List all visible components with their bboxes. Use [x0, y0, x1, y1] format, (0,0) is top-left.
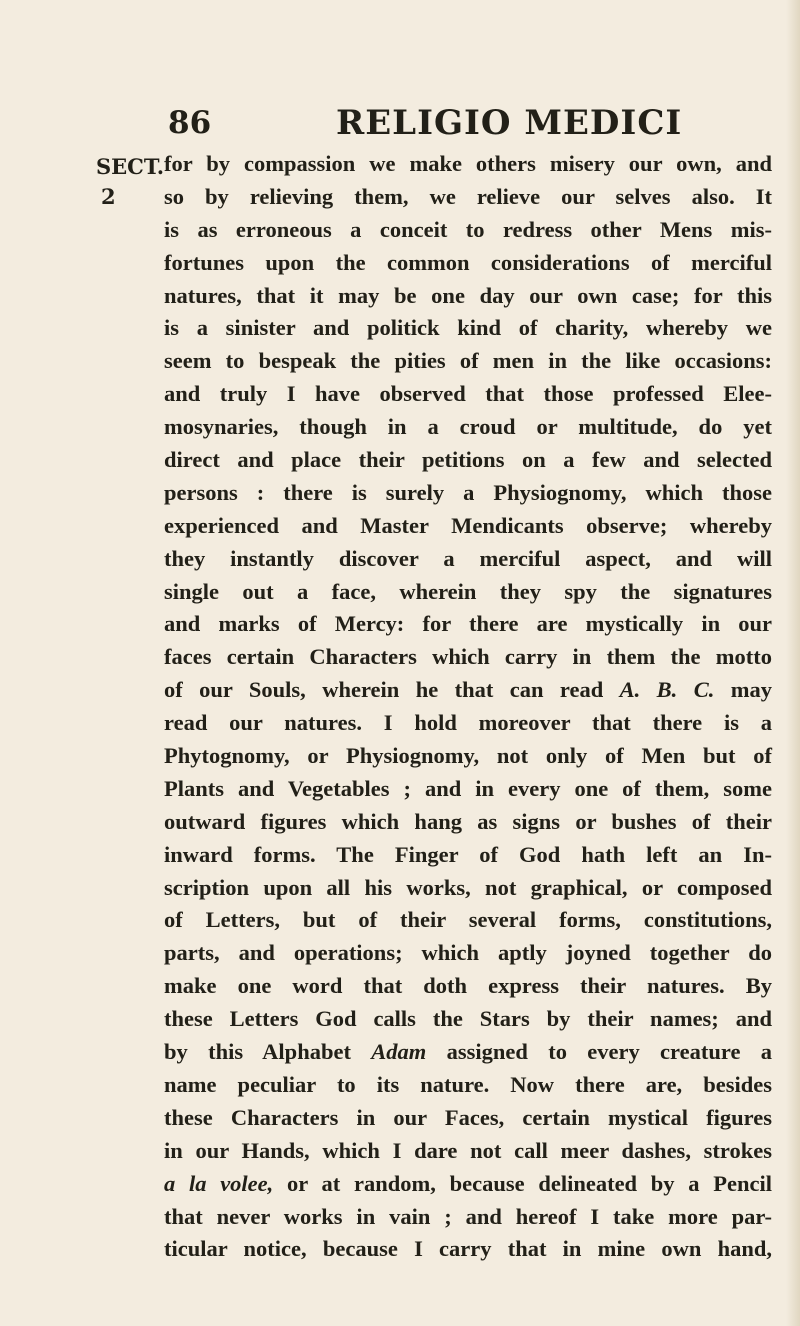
text-line: direct and place their petitions on a few and selected	[164, 447, 772, 473]
body-text	[164, 148, 772, 1266]
text-line: fortunes upon the common considerations of merciful	[164, 249, 772, 275]
text-line: Plants and Vegetables ; and in every one of them, some	[164, 775, 772, 801]
text-line: scription upon all his works, not graphical, or composed	[164, 874, 772, 900]
section-label: SECT.	[96, 154, 165, 179]
text-line: single out a face, wherein they spy the signatures	[164, 578, 772, 604]
text-segment: of our Souls, wherein he that can read	[164, 677, 620, 703]
text-segment: assigned to every creature a	[426, 1039, 773, 1065]
text-line: seem to bespeak the pities of men in the like occasions:	[164, 348, 772, 374]
section-number: 2	[101, 184, 116, 209]
page-number: 86	[168, 105, 212, 141]
running-title: RELIGIO MEDICI	[336, 103, 683, 143]
text-line	[164, 1168, 772, 1201]
text-segment: may	[714, 677, 773, 703]
text-line: in our Hands, which I dare not call meer dashes, strokes	[164, 1137, 772, 1163]
italic-segment: A. B. C.	[619, 677, 715, 703]
text-line: that never works in vain ; and hereof I take more par-	[164, 1203, 772, 1229]
text-line: outward figures which hang as signs or bushes of their	[164, 808, 772, 834]
text-line: is a sinister and politick kind of charity, whereby we	[164, 315, 772, 341]
text-line: parts, and operations; which aptly joyned together do	[164, 940, 772, 966]
text-line: these Characters in our Faces, certain mystical figures	[164, 1104, 772, 1130]
text-line: Phytognomy, or Physiognomy, not only of Men but of	[164, 743, 772, 769]
text-line: so by relieving them, we relieve our selves also. It	[164, 183, 772, 209]
running-header	[0, 103, 800, 143]
text-line: faces certain Characters which carry in them the motto	[164, 644, 772, 670]
text-line: mosynaries, though in a croud or multitude, do yet	[164, 414, 772, 440]
italic-segment: Adam	[371, 1039, 427, 1065]
text-line	[164, 674, 772, 707]
text-line: and truly I have observed that those professed Elee-	[164, 381, 772, 407]
text-line: of Letters, but of their several forms, constitutions,	[164, 907, 772, 933]
text-line: is as erroneous a conceit to redress other Mens mis-	[164, 216, 772, 242]
text-segment: or at random, because delineated by a Pencil	[273, 1170, 772, 1196]
text-line: for by compassion we make others misery our own, and	[164, 151, 772, 176]
text-line: inward forms. The Finger of God hath left an In-	[164, 841, 772, 867]
text-line: these Letters God calls the Stars by their names; and	[164, 1006, 772, 1032]
text-line: make one word that doth express their natures. By	[164, 973, 772, 999]
text-segment: by this Alphabet	[164, 1039, 372, 1065]
text-line: read our natures. I hold moreover that there is a	[164, 710, 772, 736]
text-line: and marks of Mercy: for there are mystically in our	[164, 611, 772, 637]
italic-segment: a la volee,	[164, 1170, 274, 1196]
page-edge-shadow	[786, 0, 800, 1326]
text-line: natures, that it may be one day our own case; for this	[164, 282, 772, 308]
text-line	[164, 1036, 772, 1069]
text-line: ticular notice, because I carry that in mine own hand,	[164, 1236, 772, 1262]
section-marginal-note	[96, 152, 165, 212]
text-line: name peculiar to its nature. Now there are, besides	[164, 1071, 772, 1097]
text-line: they instantly discover a merciful aspect, and will	[164, 545, 772, 571]
text-line: persons : there is surely a Physiognomy, which those	[164, 479, 772, 505]
text-line: experienced and Master Mendicants observe; whereby	[164, 512, 772, 538]
